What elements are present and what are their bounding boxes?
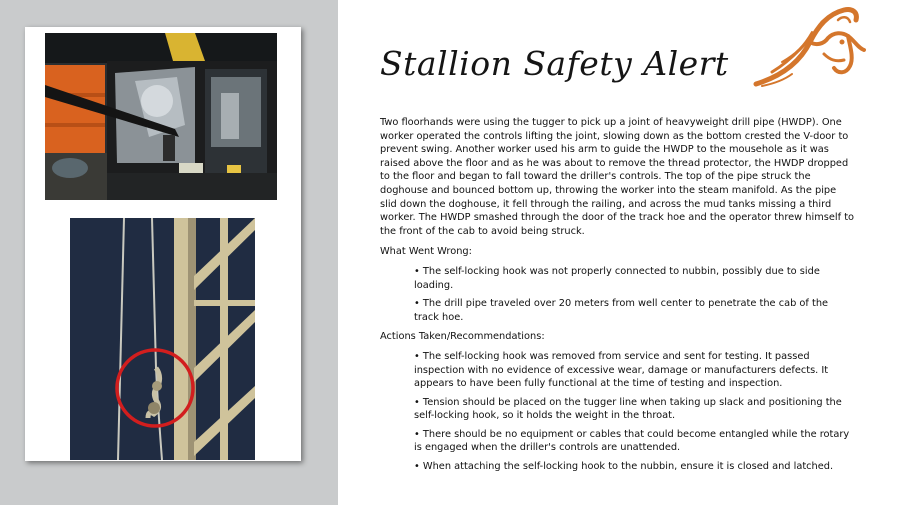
list-item: • The drill pipe traveled over 20 meters from well center to penetrate the cab of the track hoe. <box>414 297 855 324</box>
list-item: • When attaching the self-locking hook to the nubbin, ensure it is closed and latched. <box>414 460 855 474</box>
list-item: • The self-locking hook was removed from service and sent for testing. It passed inspection with no evidence of excessive wear, damage or manufacturers defects. It appears to have been fully functional at the time of testing and inspection. <box>414 350 855 391</box>
hook-on-tugger-line-photo <box>70 218 255 460</box>
list-item: • There should be no equipment or cables that could become entangled while the rotary is engaged when the driller's controls are unattended. <box>414 428 855 455</box>
incident-description: Two floorhands were using the tugger to pick up a joint of heavyweight drill pipe (HWDP). One worker operated the controls lifting the joint, slowing down as the bottom crested the V-door to prevent swing. Another worker used his arm to guide the HWDP to the mousehole as it was raised above the floor and as he was about to remove the thread protector, the HWDP dropped to the floor and began to fall toward the driller's controls. The top of the pipe struck the doghouse and bounced bottom up, throwing the worker into the steam manifold. As the pipe slid down the doghouse, it fell through the railing, and across the mud tanks missing a third worker. The HWDP smashed through the door of the track hoe and the operator threw himself to the front of the cab to avoid being struck. <box>380 117 855 237</box>
what-went-wrong-heading: What Went Wrong: <box>380 246 472 258</box>
actions-list <box>380 350 855 474</box>
list-item: • Tension should be placed on the tugger line when taking up slack and positioning the self-locking hook, so it holds the weight in the throat. <box>414 396 855 423</box>
page-title: Stallion Safety Alert <box>380 44 729 83</box>
damaged-trackhoe-cab-photo <box>45 33 277 200</box>
photo-card <box>25 27 301 461</box>
alert-body <box>380 116 855 480</box>
what-went-wrong-list <box>380 265 855 324</box>
horse-head-logo-icon <box>752 2 870 96</box>
actions-heading: Actions Taken/Recommendations: <box>380 331 545 343</box>
list-item: • The self-locking hook was not properly connected to nubbin, possibly due to side loading. <box>414 265 855 292</box>
left-gray-panel <box>0 0 338 505</box>
